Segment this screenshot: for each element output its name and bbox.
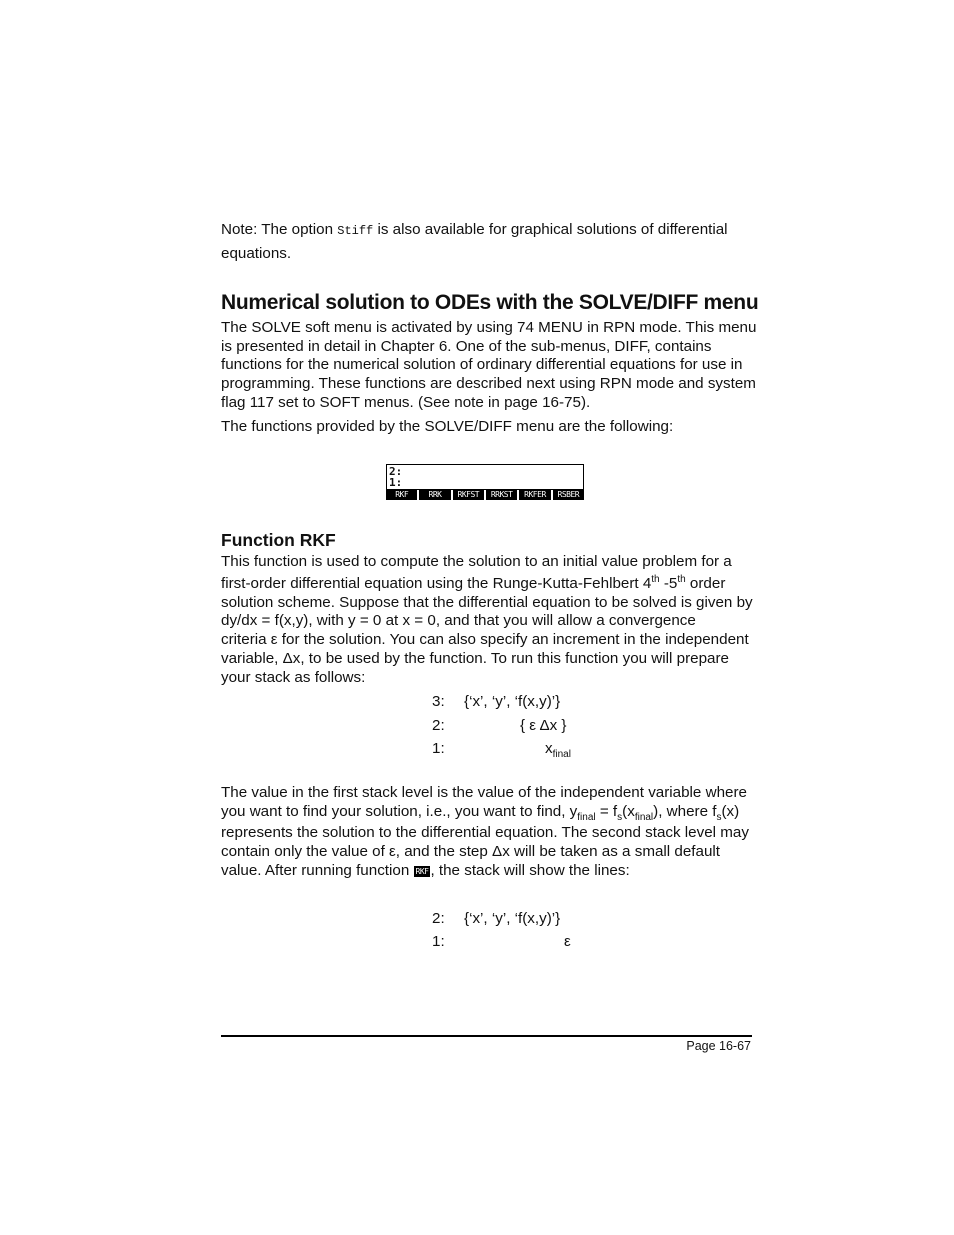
after-line3: represents the solution to the differential equation. The second stack level may: [221, 824, 749, 841]
section-para1-line4: programming. These functions are described next using RPN mode and system: [221, 375, 756, 392]
stack2-level1-label: 1:: [432, 933, 445, 950]
section-para1-line1: The SOLVE soft menu is activated by using 74 MENU in RPN mode. This menu: [221, 319, 757, 336]
section-title: Numerical solution to ODEs with the SOLVE/DIFF menu: [221, 291, 759, 314]
rkf-line1: This function is used to compute the solution to an initial value problem for a: [221, 553, 732, 570]
after-line2: [221, 803, 740, 824]
calculator-display: [386, 464, 584, 490]
softkey-rkf: RKF: [386, 489, 417, 500]
function-rkf-title: Function RKF: [221, 530, 336, 550]
stack1-level1-x: x: [545, 740, 553, 757]
calc-softkey-bar: [386, 489, 584, 500]
after-line2-d: ), where f: [653, 803, 717, 820]
stack1-level1-label: 1:: [432, 740, 445, 757]
after-line2-sub2: s: [617, 812, 623, 824]
stack2-level2-label: 2:: [432, 910, 445, 927]
rkf-softkey-inline: RKF: [415, 867, 429, 876]
stack1-level1-value: [545, 740, 571, 761]
note-line-2: equations.: [221, 245, 292, 262]
stack1-level3-value: {‘x’, ‘y’, ‘f(x,y)’}: [464, 693, 561, 710]
after-line5: [221, 862, 630, 879]
stack1-level2-label: 2:: [432, 717, 445, 734]
after-line5-b: , the stack will show the lines:: [430, 862, 630, 879]
stack2-level2-value: {‘x’, ‘y’, ‘f(x,y)’}: [464, 910, 561, 927]
section-para1-line3: functions for the numerical solution of ordinary differential equations for use in: [221, 356, 743, 373]
after-line5-a: value. After running function: [221, 862, 414, 879]
note-line-1: [221, 221, 728, 238]
rkf-line7: your stack as follows:: [221, 669, 366, 686]
after-line2-sub3: final: [634, 812, 654, 824]
rkf-line2-mid: -5: [659, 575, 678, 592]
footer-rule: [221, 1035, 752, 1037]
note-prefix: Note: The option: [221, 221, 338, 238]
calculator-screen-image: [386, 464, 584, 500]
rkf-line3: solution scheme. Suppose that the differential equation to be solved is given by: [221, 594, 753, 611]
calc-stack-row-2: 2:: [389, 465, 403, 478]
after-line2-b: = f: [595, 803, 618, 820]
note-suffix: is also available for graphical solutions of differential: [373, 221, 728, 238]
note-code: Stiff: [337, 224, 374, 238]
section-para1-line5: flag 117 set to SOFT menus. (See note in page 16-75).: [221, 394, 591, 411]
after-line2-e: (x): [721, 803, 740, 820]
stack1-level1-sub: final: [552, 749, 571, 761]
rkf-line4: dy/dx = f(x,y), with y = 0 at x = 0, and that you will allow a convergence: [221, 612, 696, 629]
rkf-line2-sup1: th: [651, 573, 660, 585]
softkey-rrkst: RRKST: [486, 489, 517, 500]
after-line1: The value in the first stack level is the value of the independent variable where: [221, 784, 747, 801]
after-line2-sub4: s: [716, 812, 722, 824]
stack2-level1-value: ε: [564, 933, 571, 950]
section-para1-line2: is presented in detail in Chapter 6. One of the sub-menus, DIFF, contains: [221, 338, 712, 355]
stack1-level3-label: 3:: [432, 693, 445, 710]
after-line2-sub1: final: [577, 812, 596, 824]
after-line2-a: you want to find your solution, i.e., you want to find, y: [221, 803, 578, 820]
calc-stack-row-1: 1:: [389, 476, 403, 489]
section-para2: The functions provided by the SOLVE/DIFF menu are the following:: [221, 418, 674, 435]
page-number: Page 16-67: [686, 1039, 751, 1053]
rkf-line2: [221, 575, 725, 592]
rkf-line2-pre: first-order differential equation using the Runge-Kutta-Fehlbert 4: [221, 575, 652, 592]
stack1-level2-value: { ε Δx }: [520, 717, 567, 734]
rkf-line6: variable, Δx, to be used by the function. To run this function you will prepare: [221, 650, 729, 667]
softkey-rkfst: RKFST: [453, 489, 484, 500]
after-line4: contain only the value of ε, and the step Δx will be taken as a small default: [221, 843, 720, 860]
rkf-line2-sup2: th: [677, 573, 686, 585]
rkf-line2-post: order: [685, 575, 726, 592]
softkey-rkfer: RKFER: [519, 489, 550, 500]
softkey-rrk: RRK: [419, 489, 450, 500]
rkf-line5: criteria ε for the solution. You can also specify an increment in the independent: [221, 631, 749, 648]
after-line2-c: (x: [622, 803, 635, 820]
softkey-rsber: RSBER: [553, 489, 584, 500]
